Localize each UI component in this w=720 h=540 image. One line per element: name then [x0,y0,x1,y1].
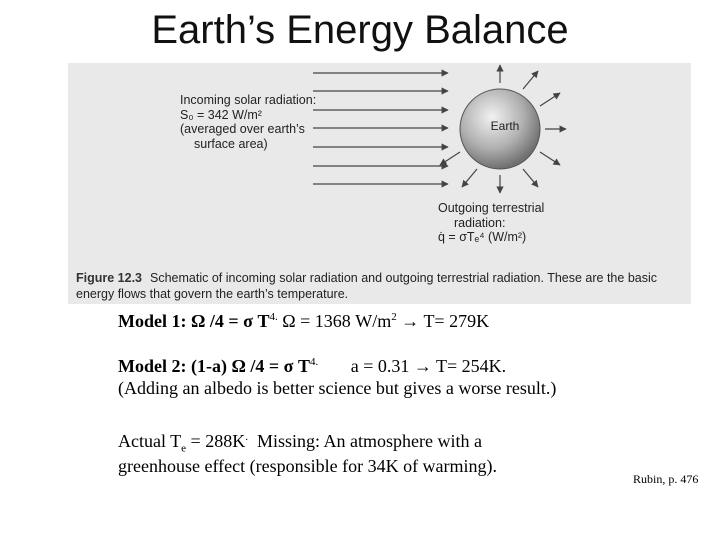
figure-image [68,63,691,304]
incoming-radiation-label [180,93,316,151]
arrow-icon: → [401,311,420,331]
model-1-rest: Ω = 1368 W/m [282,311,392,331]
model-1-sigma: σ [243,311,253,331]
model-2-label: Model 2: (1-a) [118,356,232,376]
outgoing-title-1: Outgoing terrestrial [438,201,545,215]
incoming-arrows [313,73,448,184]
outgoing-radiation-label [438,201,544,245]
earth-label: Earth [490,119,520,133]
incoming-note-1: (averaged over earth’s [180,122,305,136]
actual-text-1: Missing: An atmosphere with a [247,431,482,451]
figure-caption [76,270,686,302]
incoming-value: S₀ = 342 W/m² [180,107,262,122]
actual-line-1 [118,430,482,455]
page-title: Earth’s Energy Balance [151,8,569,52]
actual-sub: e [181,442,187,455]
model-1-line [118,310,489,332]
model-2-t: T [293,356,310,376]
model-1-eq: /4 = [205,311,244,331]
model-2-result: T= 254K. [431,356,507,376]
arrow-icon: → [413,356,432,376]
model-1-label: Model 1: [118,311,187,331]
model-2-eq: /4 = [245,356,284,376]
source-credit: Rubin, p. 476 [633,472,699,486]
model-1-rest-exp: 2 [391,311,397,323]
model-2-note: (Adding an albedo is better science but gives a worse result.) [118,378,557,398]
model-2-sigma: σ [283,356,294,376]
model-1-result: T= 279K [419,311,490,331]
actual-prefix: Actual T [118,431,182,451]
incoming-title: Incoming solar radiation: [180,93,317,107]
model-1-exp: 4. [269,311,278,323]
actual-line-2: greenhouse effect (responsible for 34K of warming). [118,456,498,476]
model-2-exp: 4. [309,356,319,368]
model-2-rest: a = 0.31 [350,356,414,376]
model-2-line [118,355,506,377]
figure-caption-text: Schematic of incoming solar radiation and outgoing terrestrial radiation. These are the basic energy flows that govern the earth’s temperature. [76,271,657,301]
figure-diagram [68,63,691,304]
actual-dot: . [245,431,248,443]
incoming-note-2: surface area) [194,136,268,151]
actual-value: = 288K [186,431,246,451]
outgoing-value: q̇ = σTₑ⁴ (W/m²) [438,230,527,244]
figure-caption-label: Figure 12.3 [76,271,142,285]
model-2-omega: Ω [231,356,246,376]
outgoing-title-2: radiation: [454,215,506,230]
model-1-t: T [252,311,270,331]
model-1-omega: Ω [190,311,206,331]
